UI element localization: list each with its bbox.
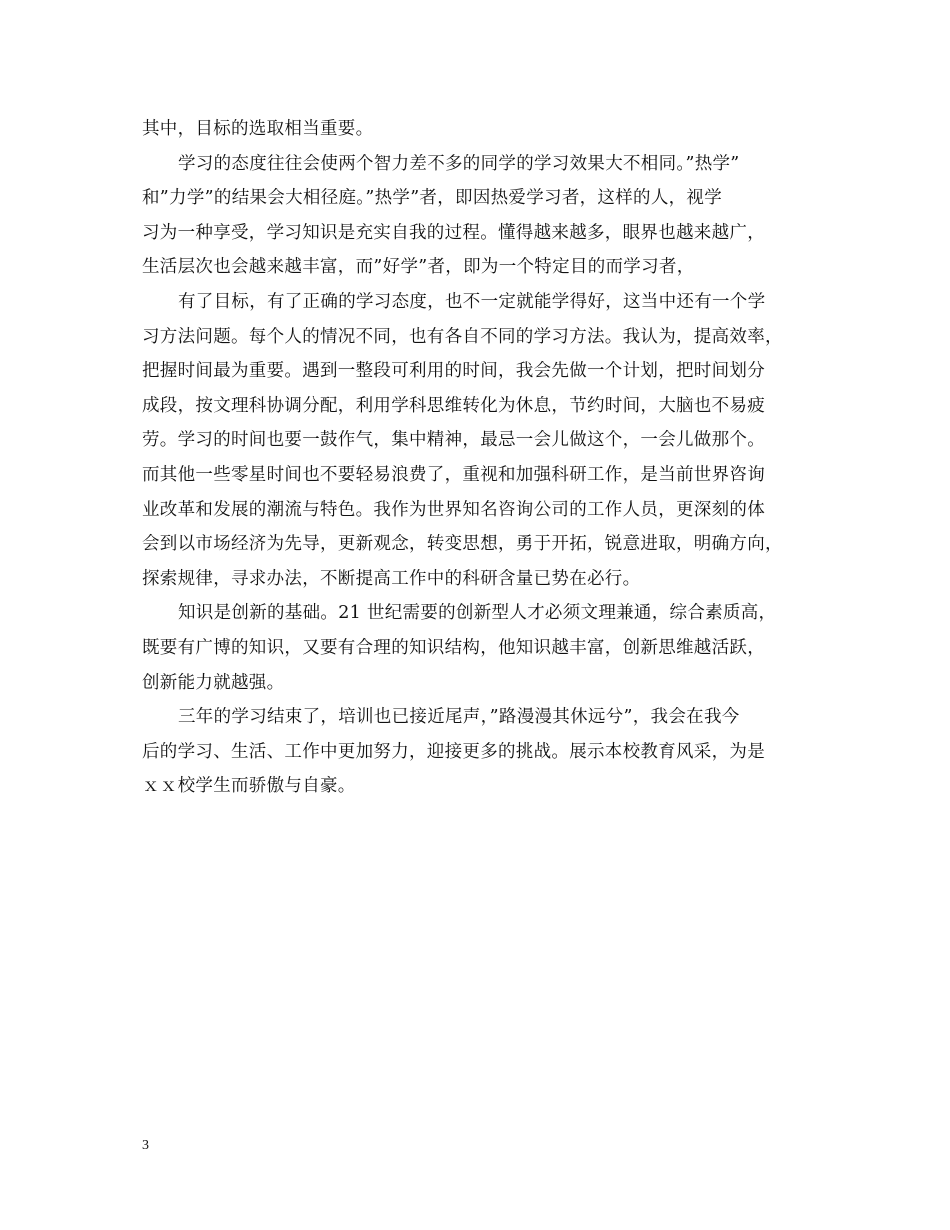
- text-line: 把握时间最为重要。遇到一整段可利用的时间，我会先做一个计划，把时间划分: [142, 361, 765, 382]
- text-line: 成段，按文理科协调分配，利用学科思维转化为休息，节约时间，大脑也不易疲: [142, 395, 765, 416]
- text-line: 和”力学”的结果会大相径庭。”热学”者，即因热爱学习者，这样的人，视学: [142, 188, 723, 209]
- text-line: 会到以市场经济为先导，更新观念，转变思想，勇于开拓，锐意进取，明确方向，: [142, 534, 783, 555]
- text-line: 探索规律，寻求办法，不断提高工作中的科研含量已势在必行。: [142, 568, 641, 589]
- text-line: 生活层次也会越来越丰富，而”好学”者，即为一个特定目的而学习者，: [142, 257, 695, 278]
- text-line: 创新能力就越强。: [142, 672, 285, 693]
- paragraph-start-line: 知识是创新的基础。21 世纪需要的创新型人才必须文理兼通，综合素质高，: [178, 603, 777, 624]
- document-body: [142, 112, 832, 804]
- paragraph-start-line: 学习的态度往往会使两个智力差不多的同学的学习效果大不相同。”热学”: [178, 153, 740, 174]
- text-line: 既要有广博的知识，又要有合理的知识结构，他知识越丰富，创新思维越活跃，: [142, 637, 765, 658]
- text-line: 后的学习、生活、工作中更加努力，迎接更多的挑战。展示本校教育风采，为是: [142, 741, 765, 762]
- text-line: 业改革和发展的潮流与特色。我作为世界知名咨询公司的工作人员，更深刻的体: [142, 499, 765, 520]
- text-line: 而其他一些零星时间也不要轻易浪费了，重视和加强科研工作，是当前世界咨询: [142, 464, 765, 485]
- text-line: 习方法问题。每个人的情况不同，也有各自不同的学习方法。我认为，提高效率，: [142, 326, 783, 347]
- text-line: 其中，目标的选取相当重要。: [142, 119, 374, 139]
- text-line: 习为一种享受，学习知识是充实自我的过程。懂得越来越多，眼界也越来越广，: [142, 222, 765, 243]
- paragraph-start-line: 三年的学习结束了，培训也已接近尾声，”路漫漫其休远兮”，我会在我今: [178, 707, 740, 728]
- page-number: 3: [142, 1138, 149, 1153]
- text-line: ｘｘ校学生而骄傲与自豪。: [142, 776, 356, 797]
- text-line: 劳。学习的时间也要一鼓作气，集中精神，最忌一会儿做这个，一会儿做那个。: [142, 430, 765, 451]
- paragraph-start-line: 有了目标，有了正确的学习态度，也不一定就能学得好，这当中还有一个学: [178, 291, 766, 312]
